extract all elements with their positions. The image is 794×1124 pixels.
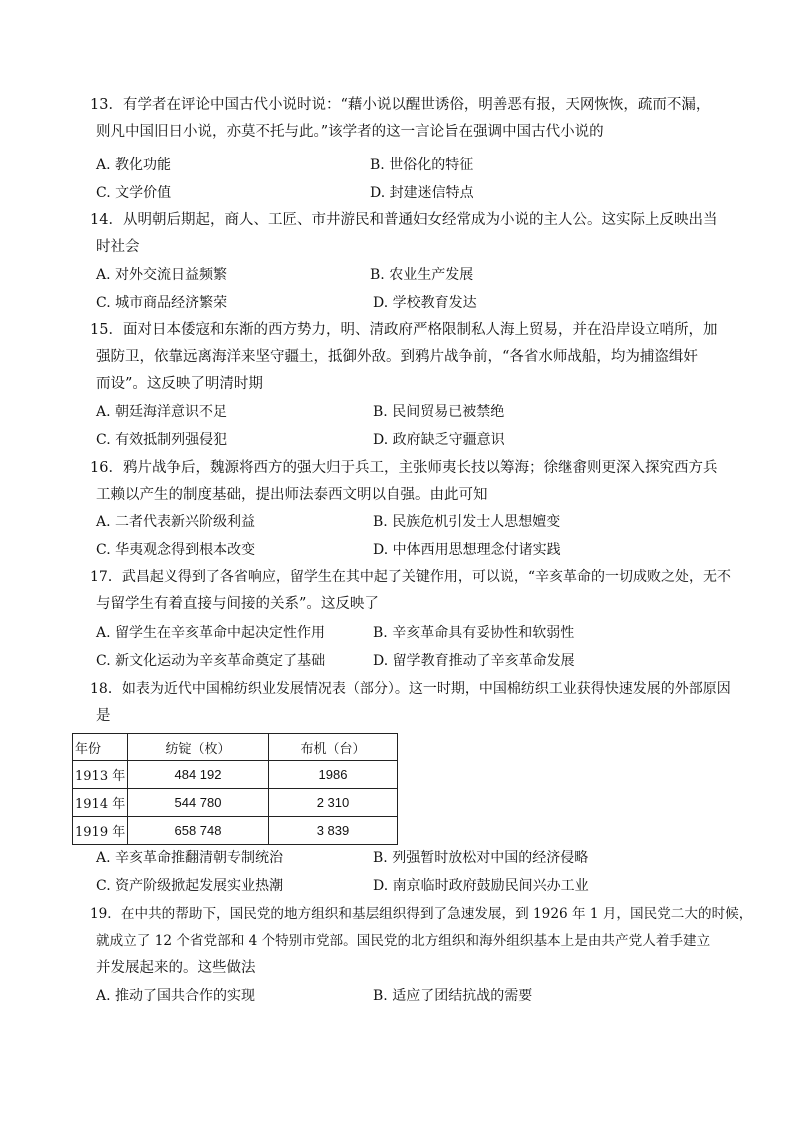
q15-stem-line1: 15．面对日本倭寇和东渐的西方势力，明、清政府严格限制私人海上贸易，并在沿岸设立哨所，加 bbox=[90, 322, 718, 338]
table-row bbox=[73, 789, 398, 817]
q15-stem-line2: 强防卫，依靠远离海洋来坚守疆土，抵御外敌。到鸦片战争前，“各省水师战船，均为捕盗缉奸 bbox=[96, 349, 698, 365]
q14-option-c: C. 城市商品经济繁荣 bbox=[96, 295, 228, 311]
q13-stem-line1: 13．有学者在评论中国古代小说时说：“藉小说以醒世诱俗，明善恶有报，天网恢恢，疏而不漏， bbox=[90, 97, 711, 113]
q14-option-d: D. 学校教育发达 bbox=[373, 295, 477, 311]
q15-stem-line3: 而设”。这反映了明清时期 bbox=[96, 376, 263, 392]
table-cell-spindles: 544 780 bbox=[128, 789, 269, 817]
q16-option-d: D. 中体西用思想理念付诸实践 bbox=[373, 542, 561, 558]
q18-option-c: C. 资产阶级掀起发展实业热潮 bbox=[96, 878, 284, 894]
cotton-industry-table bbox=[72, 733, 398, 845]
q14-option-b: B. 农业生产发展 bbox=[370, 267, 474, 283]
table-cell-looms: 3 839 bbox=[269, 817, 398, 845]
q14-stem-line2: 时社会 bbox=[96, 239, 140, 255]
q15-option-a: A. 朝廷海洋意识不足 bbox=[96, 404, 228, 420]
table-header-cell: 年份 bbox=[73, 734, 128, 761]
q19-stem-line3: 并发展起来的。这些做法 bbox=[96, 960, 256, 976]
table-row bbox=[73, 817, 398, 845]
table-cell-looms: 2 310 bbox=[269, 789, 398, 817]
table-row bbox=[73, 761, 398, 789]
q16-stem-line2: 工赖以产生的制度基础，提出师法泰西文明以自强。由此可知 bbox=[96, 487, 488, 503]
q17-stem-line1: 17．武昌起义得到了各省响应，留学生在其中起了关键作用，可以说，“辛亥革命的一切成败之处，无不 bbox=[90, 569, 731, 585]
q13-option-b: B. 世俗化的特征 bbox=[370, 157, 474, 173]
q17-option-c: C. 新文化运动为辛亥革命奠定了基础 bbox=[96, 653, 326, 669]
q18-stem-line2: 是 bbox=[96, 708, 111, 724]
q16-option-a: A. 二者代表新兴阶级利益 bbox=[96, 514, 256, 530]
q17-option-d: D. 留学教育推动了辛亥革命发展 bbox=[373, 653, 575, 669]
table-header-cell: 纺锭（枚） bbox=[128, 734, 269, 761]
q18-option-b: B. 列强暂时放松对中国的经济侵略 bbox=[373, 850, 589, 866]
q13-option-a: A. 教化功能 bbox=[96, 157, 172, 173]
q14-option-a: A. 对外交流日益频繁 bbox=[96, 267, 228, 283]
q19-option-a: A. 推动了国共合作的实现 bbox=[96, 988, 256, 1004]
q18-option-d: D. 南京临时政府鼓励民间兴办工业 bbox=[373, 878, 589, 894]
table-cell-year: 1913 年 bbox=[73, 761, 128, 789]
q13-stem-line2: 则凡中国旧日小说，亦莫不托与此。”该学者的这一言论旨在强调中国古代小说的 bbox=[96, 124, 604, 140]
q19-option-b: B. 适应了团结抗战的需要 bbox=[373, 988, 533, 1004]
q16-option-c: C. 华夷观念得到根本改变 bbox=[96, 542, 256, 558]
table-header-cell: 布机（台） bbox=[269, 734, 398, 761]
q18-stem-line1: 18．如表为近代中国棉纺织业发展情况表（部分）。这一时期，中国棉纺织工业获得快速发展的外部原因 bbox=[90, 681, 731, 697]
q19-stem-line1: 19．在中共的帮助下，国民党的地方组织和基层组织得到了急速发展，到 1926 年 1 月，国民党二大的时候， bbox=[90, 906, 753, 922]
q16-option-b: B. 民族危机引发士人思想嬗变 bbox=[373, 514, 561, 530]
table-cell-spindles: 658 748 bbox=[128, 817, 269, 845]
table-cell-spindles: 484 192 bbox=[128, 761, 269, 789]
q18-option-a: A. 辛亥革命推翻清朝专制统治 bbox=[96, 850, 284, 866]
table-cell-year: 1919 年 bbox=[73, 817, 128, 845]
table-cell-year: 1914 年 bbox=[73, 789, 128, 817]
q13-option-c: C. 文学价值 bbox=[96, 185, 172, 201]
q15-option-c: C. 有效抵制列强侵犯 bbox=[96, 432, 228, 448]
q13-option-d: D. 封建迷信特点 bbox=[370, 185, 474, 201]
q17-option-b: B. 辛亥革命具有妥协性和软弱性 bbox=[373, 625, 575, 641]
q19-stem-line2: 就成立了 12 个省党部和 4 个特别市党部。国民党的北方组织和海外组织基本上是由共产党人着手建立 bbox=[96, 933, 711, 949]
table-cell-looms: 1986 bbox=[269, 761, 398, 789]
q15-option-b: B. 民间贸易已被禁绝 bbox=[373, 404, 505, 420]
table-header-row bbox=[73, 734, 398, 761]
q17-option-a: A. 留学生在辛亥革命中起决定性作用 bbox=[96, 625, 326, 641]
q14-stem-line1: 14．从明朝后期起，商人、工匠、市井游民和普通妇女经常成为小说的主人公。这实际上反映出当 bbox=[90, 212, 718, 228]
q16-stem-line1: 16．鸦片战争后，魏源将西方的强大归于兵工，主张师夷长技以筹海；徐继畬则更深入探究西方兵 bbox=[90, 460, 718, 476]
q17-stem-line2: 与留学生有着直接与间接的关系”。这反映了 bbox=[96, 596, 379, 612]
q15-option-d: D. 政府缺乏守疆意识 bbox=[373, 432, 505, 448]
